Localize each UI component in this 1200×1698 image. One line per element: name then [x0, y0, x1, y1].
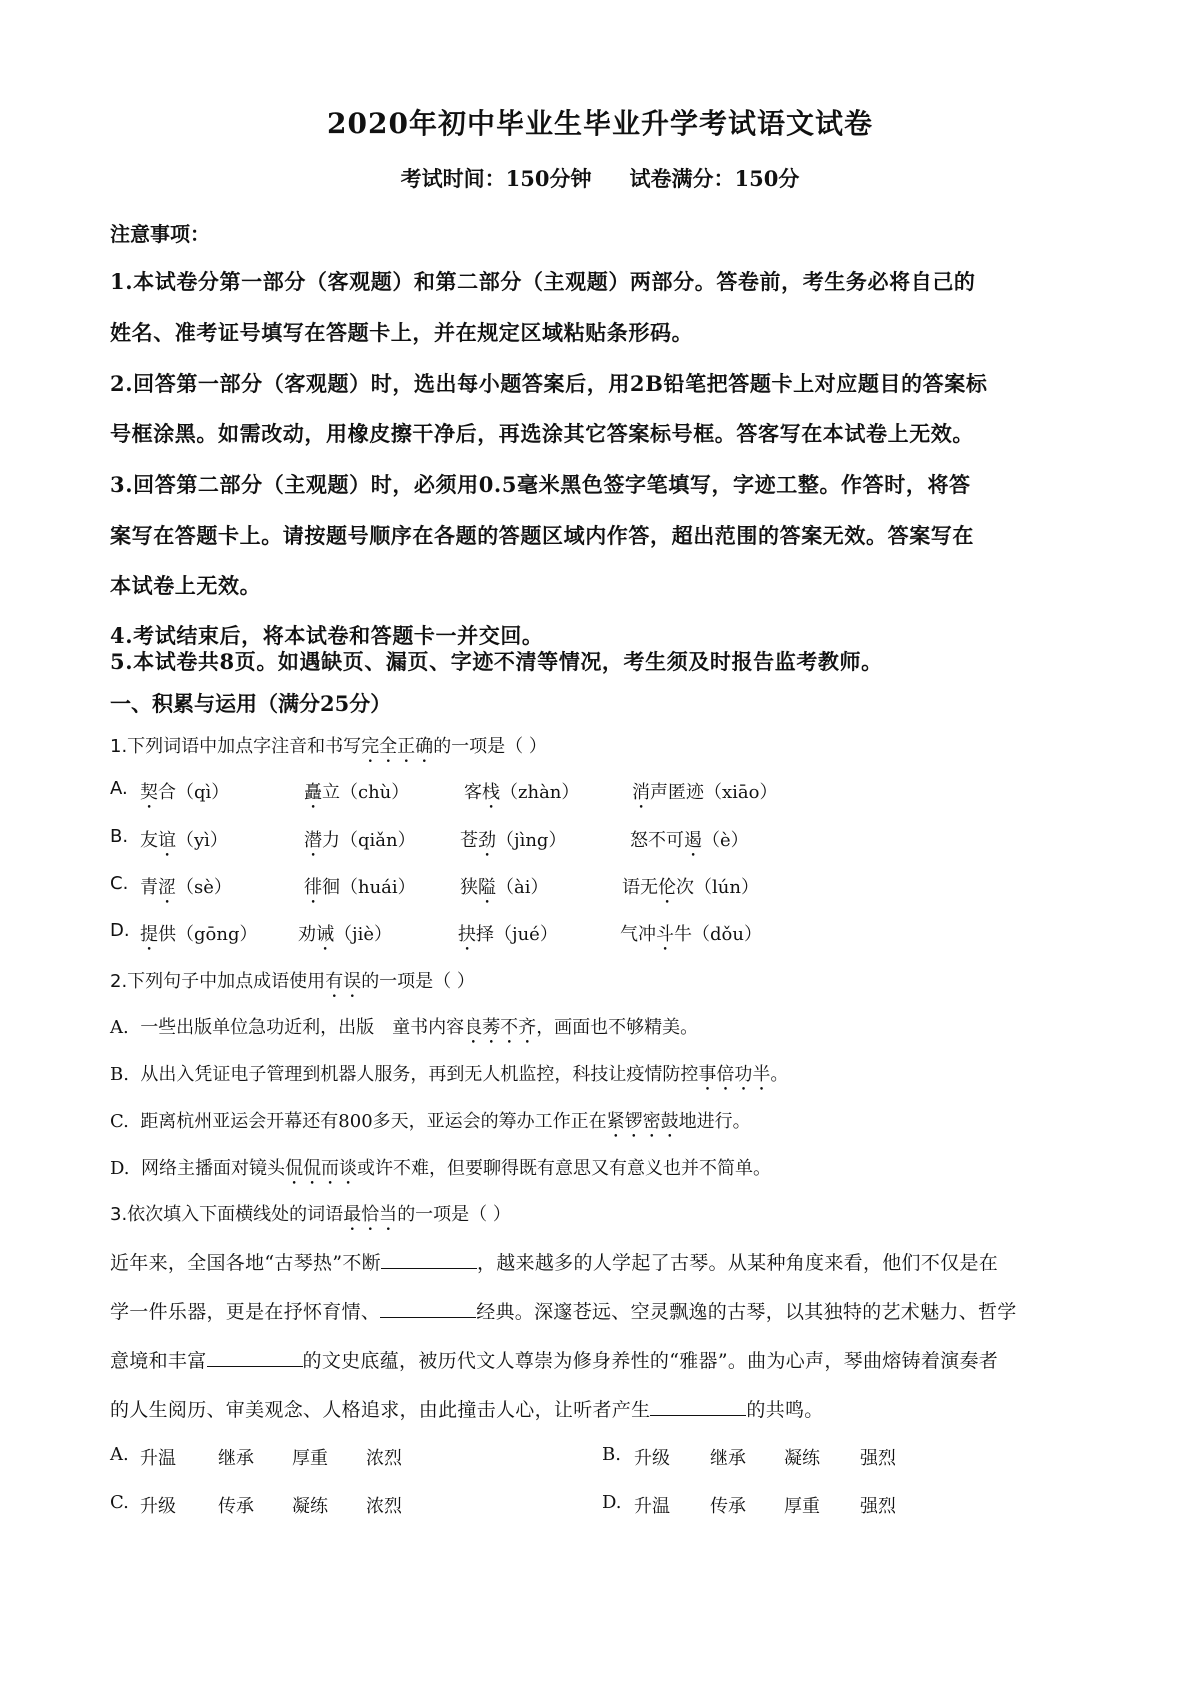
section-heading: 一、积累与运用（满分25分）: [110, 691, 392, 716]
q2-option-a[interactable]: A. 一些出版单位急功近利，出版 童书内容良莠不齐，画面也不够精美。: [110, 1017, 699, 1038]
q3-option-b[interactable]: B. 升级 继承 凝练 强烈: [602, 1444, 896, 1469]
exam-title: 2020年初中毕业生毕业升学考试语文试卷: [327, 107, 873, 140]
q3-passage-line: 的人生阅历、审美观念、人格追求，由此撞击人心，让听者产生 的共鸣。: [110, 1399, 824, 1421]
q1-option-c[interactable]: C. 青涩（sè） 徘徊（huái） 狭隘（ài） 语无伦次（lún）: [110, 873, 759, 898]
q3-passage-line: 近年来，全国各地“古琴热”不断 ，越来越多的人学起了古琴。从某种角度来看，他们不仅是在: [110, 1252, 999, 1274]
q3-passage-line: 意境和丰富 的文史底蕴，被历代文人尊崇为修身养性的“雅器”。曲为心声，琴曲熔铸着演奏者: [110, 1350, 999, 1372]
notice-line: 5.本试卷共8页。如遇缺页、漏页、字迹不清等情况，考生须及时报告监考教师。: [110, 649, 883, 674]
q3-option-a[interactable]: A. 升温 继承 厚重 浓烈: [110, 1444, 402, 1469]
q3-option-c[interactable]: C. 升级 传承 凝练 浓烈: [110, 1492, 402, 1517]
exam-score: 试卷满分：150分: [629, 166, 800, 191]
question-2-stem: 2.下列句子中加点成语使用有误的一项是（ ）: [110, 971, 475, 992]
notice-line: 4.考试结束后，将本试卷和答题卡一并交回。: [110, 623, 544, 648]
notice-line: 1.本试卷分第一部分（客观题）和第二部分（主观题）两部分。答卷前，考生务必将自己的: [110, 269, 976, 294]
question-1-stem: 1.下列词语中加点字注音和书写完全正确的一项是（ ）: [110, 736, 547, 757]
q3-passage-line: 学一件乐器，更是在抒怀育情、 经典。深邃苍远、空灵飘逸的古琴，以其独特的艺术魅力、哲学: [110, 1301, 1017, 1323]
notice-line: 3.回答第二部分（主观题）时，必须用0.5毫米黑色签字笔填写，字迹工整。作答时，将答: [110, 472, 971, 497]
q1-option-d[interactable]: D. 提供（gōng） 劝诫（jiè） 抉择（jué） 气冲斗牛（dǒu）: [110, 920, 762, 945]
q1-option-b[interactable]: B. 友谊（yì） 潜力（qiǎn） 苍劲（jìng） 怒不可遏（è）: [110, 826, 749, 851]
q1-option-a[interactable]: A. 契合（qì） 矗立（chù） 客栈（zhàn） 消声匿迹（xiāo）: [110, 778, 778, 803]
q3-option-d[interactable]: D. 升温 传承 厚重 强烈: [602, 1492, 896, 1517]
answer-blank: [380, 1303, 476, 1318]
notice-line: 本试卷上无效。: [110, 573, 262, 598]
notice-line: 号框涂黑。如需改动，用橡皮擦干净后，再选涂其它答案标号框。答客写在本试卷上无效。: [110, 421, 974, 446]
exam-subtitle: [0, 163, 1200, 193]
answer-blank: [650, 1401, 746, 1416]
notice-line: 2.回答第一部分（客观题）时，选出每小题答案后，用2B铅笔把答题卡上对应题目的答案标: [110, 371, 988, 396]
answer-blank: [381, 1254, 477, 1269]
exam-time: 考试时间：150分钟: [400, 166, 592, 191]
notice-line: 案写在答题卡上。请按题号顺序在各题的答题区域内作答，超出范围的答案无效。答案写在: [110, 523, 974, 548]
notice-heading: 注意事项：: [110, 222, 210, 246]
question-3-stem: 3.依次填入下面横线处的词语最恰当的一项是（ ）: [110, 1204, 511, 1225]
q2-option-d[interactable]: D. 网络主播面对镜头侃侃而谈或许不难，但要聊得既有意思又有意义也并不简单。: [110, 1158, 771, 1179]
notice-line: 姓名、准考证号填写在答题卡上，并在规定区域粘贴条形码。: [110, 320, 694, 345]
q2-option-c[interactable]: C. 距离杭州亚运会开幕还有800多天，亚运会的筹办工作正在紧锣密鼓地进行。: [110, 1111, 751, 1132]
q2-option-b[interactable]: B. 从出入凭证电子管理到机器人服务，再到无人机监控，科技让疫情防控事倍功半。: [110, 1064, 789, 1085]
answer-blank: [207, 1352, 303, 1367]
